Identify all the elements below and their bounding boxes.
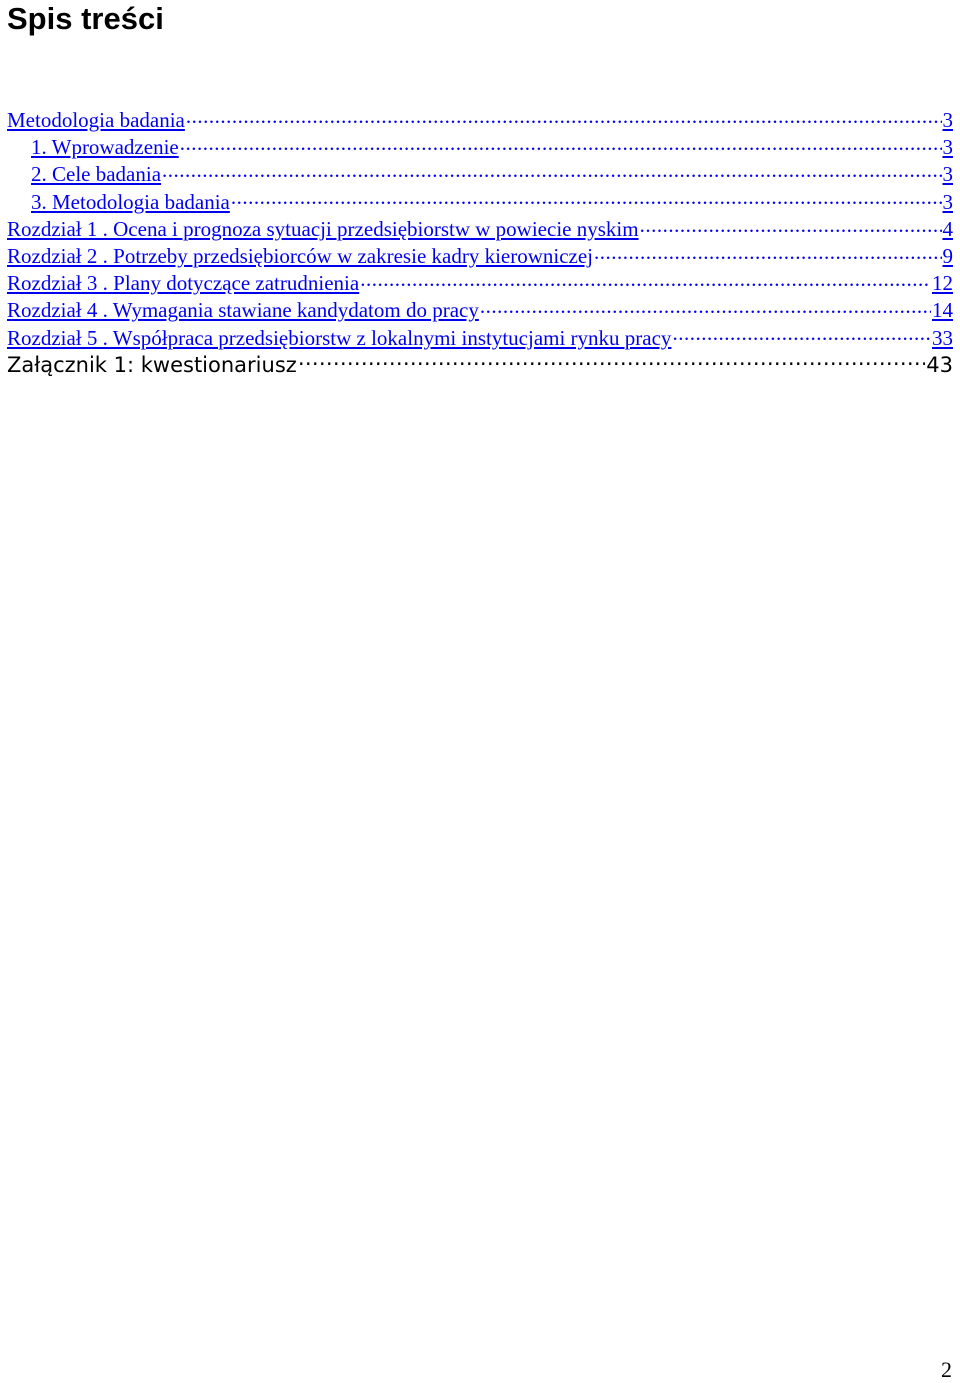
toc-dot-leader — [180, 133, 942, 154]
toc-entry-rozdzial-4[interactable] — [7, 296, 953, 323]
toc-entry-page: 3 — [942, 135, 953, 160]
toc-dot-leader — [672, 324, 931, 345]
toc-entry-rozdzial-1[interactable] — [7, 215, 953, 242]
toc-entry-page: 3 — [942, 162, 953, 187]
toc-entry-metodologia-badania[interactable] — [7, 188, 953, 215]
toc-entry-page: 14 — [932, 298, 953, 323]
toc-entry-label: Rozdział 4 . Wymagania stawiane kandydatom do pracy — [7, 298, 479, 323]
toc-entry-metodologia[interactable] — [7, 106, 953, 133]
toc-entry-wprowadzenie[interactable] — [7, 133, 953, 160]
toc-entry-page: 3 — [942, 108, 953, 132]
toc-entry-page: 12 — [932, 271, 953, 296]
toc-entry-label: 1. Wprowadzenie — [31, 135, 179, 160]
toc-entry-rozdzial-3[interactable] — [7, 269, 953, 296]
toc-entry-label: Metodologia badania — [7, 108, 185, 132]
toc-entry-label: Rozdział 3 . Plany dotyczące zatrudnienia — [7, 271, 360, 296]
toc-dot-leader — [298, 351, 925, 372]
toc-dot-leader — [480, 296, 931, 317]
toc-entry-label: 2. Cele badania — [31, 162, 162, 187]
toc-entry-label: Załącznik 1: kwestionariusz — [7, 352, 297, 377]
page-title: Spis treści — [7, 1, 164, 36]
toc-entry-page: 3 — [942, 189, 953, 214]
toc-dot-leader — [594, 242, 941, 263]
toc-entry-label: Rozdział 1 . Ocena i prognoza sytuacji przedsiębiorstw w powiecie nyskim — [7, 216, 639, 241]
toc-entry-cele-badania[interactable] — [7, 160, 953, 187]
toc-entry-zalacznik-1 — [7, 351, 953, 378]
toc-entry-label: Rozdział 5 . Współpraca przedsiębiorstw z lokalnymi instytucjami rynku pracy — [7, 325, 672, 350]
toc-entry-page: 9 — [942, 243, 953, 268]
toc-dot-leader — [162, 160, 941, 181]
page-number: 2 — [941, 1357, 952, 1382]
table-of-contents — [7, 106, 953, 378]
toc-entry-rozdzial-2[interactable] — [7, 242, 953, 269]
toc-dot-leader — [640, 215, 942, 236]
toc-dot-leader — [360, 269, 931, 290]
toc-entry-page: 33 — [932, 325, 953, 350]
toc-entry-page: 43 — [926, 352, 953, 377]
toc-entry-page: 4 — [942, 216, 953, 241]
toc-entry-label: Rozdział 2 . Potrzeby przedsiębiorców w zakresie kadry kierowniczej — [7, 243, 594, 268]
toc-dot-leader — [186, 106, 942, 127]
toc-entry-rozdzial-5[interactable] — [7, 324, 953, 351]
toc-entry-label: 3. Metodologia badania — [31, 189, 230, 214]
toc-dot-leader — [231, 188, 942, 209]
